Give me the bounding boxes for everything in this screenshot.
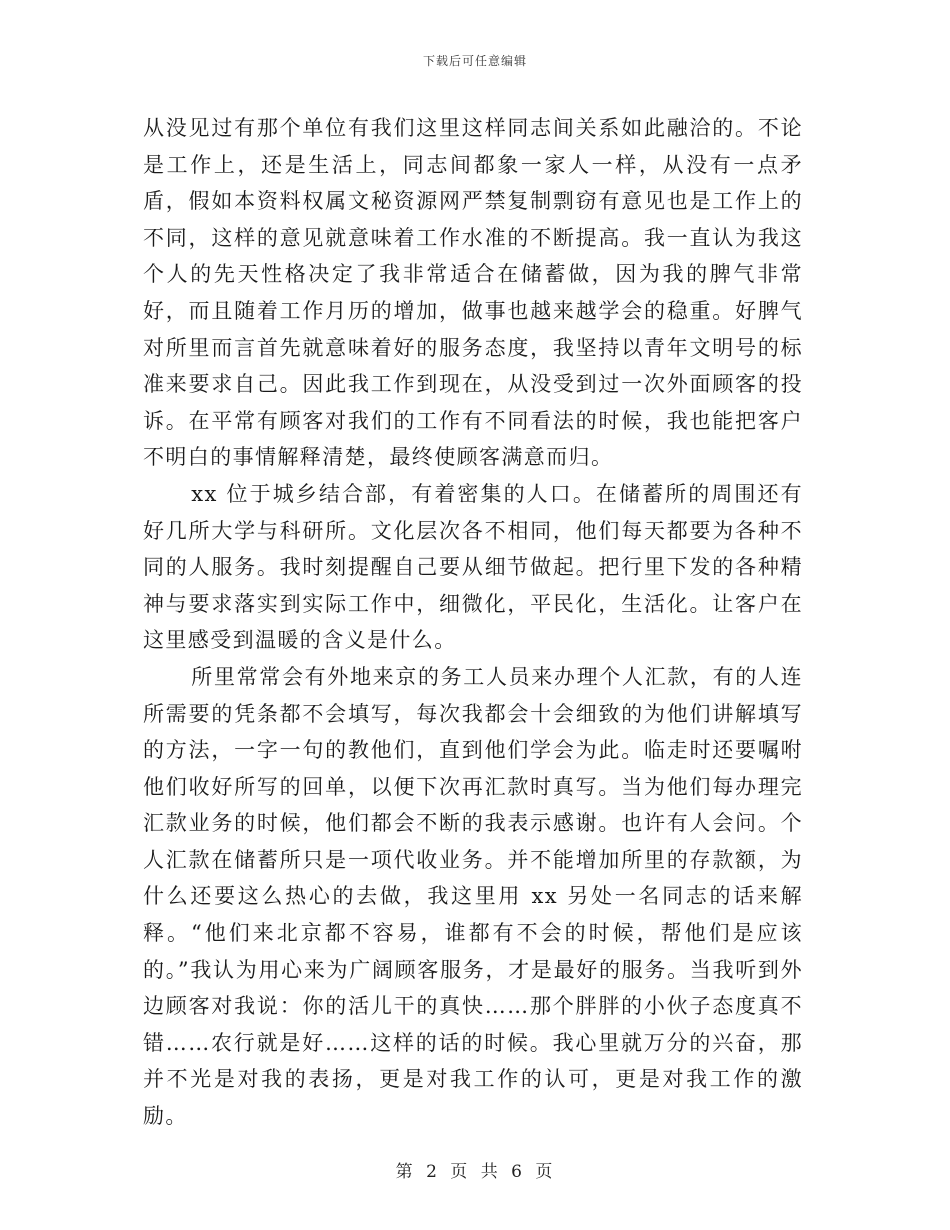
paragraph-1: 从没见过有那个单位有我们这里这样同志间关系如此融洽的。不论是工作上，还是生活上，同志间都象一家人一样，从没有一点矛盾，假如本资料权属文秘资源网严禁复制剽窃有意见也是工作上的不同，这样的意见就意味着工作水准的不断提高。我一直认为我这个人的先天性格决定了我非常适合在储蓄做，因为我的脾气非常好，而且随着工作月历的增加，做事也越来越学会的稳重。好脾气对所里而言首先就意味着好的服务态度，我坚持以青年文明号的标准来要求自己。因此我工作到现在，从没受到过一次外面顾客的投诉。在平常有顾客对我们的工作有不同看法的时候，我也能把客户不明白的事情解释清楚，最终使顾客满意而归。 xyxy=(143,116,803,470)
page-header: 下载后可任意编辑 xyxy=(422,54,527,68)
paragraph-2: xx 位于城乡结合部，有着密集的人口。在储蓄所的周围还有好几所大学与科研所。文化层次各不相同，他们每天都要为各种不同的人服务。我时刻提醒自己要从细节做起。把行里下发的各种精神与要求落实到实际工作中，细微化，平民化，生活化。让客户在这里感受到温暖的含义是什么。 xyxy=(143,481,803,653)
page-number: 第 2 页 共 6 页 xyxy=(395,1162,555,1182)
paragraph-3: 所里常常会有外地来京的务工人员来办理个人汇款，有的人连所需要的凭条都不会填写，每次我都会十会细致的为他们讲解填写的方法，一字一句的教他们，直到他们学会为此。临走时还要嘱咐他们收好所写的回单，以便下次再汇款时真写。当为他们每办理完汇款业务的时候，他们都会不断的我表示感谢。也许有人会问。个人汇款在储蓄所只是一项代收业务。并不能增加所里的存款额，为什么还要这么热心的去做，我这里用 xx 另处一名同志的话来解释。“他们来北京都不容易，谁都有不会的时候，帮他们是应该的。”我认为用心来为广阔顾客服务，才是最好的服务。当我听到外边顾客对我说：你的活儿干的真快……那个胖胖的小伙子态度真不错……农行就是好……这样的话的时候。我心里就万分的兴奋，那并不光是对我的表扬，更是对我工作的认可，更是对我工作的激励。 xyxy=(143,664,803,1129)
document-body xyxy=(143,110,803,1135)
